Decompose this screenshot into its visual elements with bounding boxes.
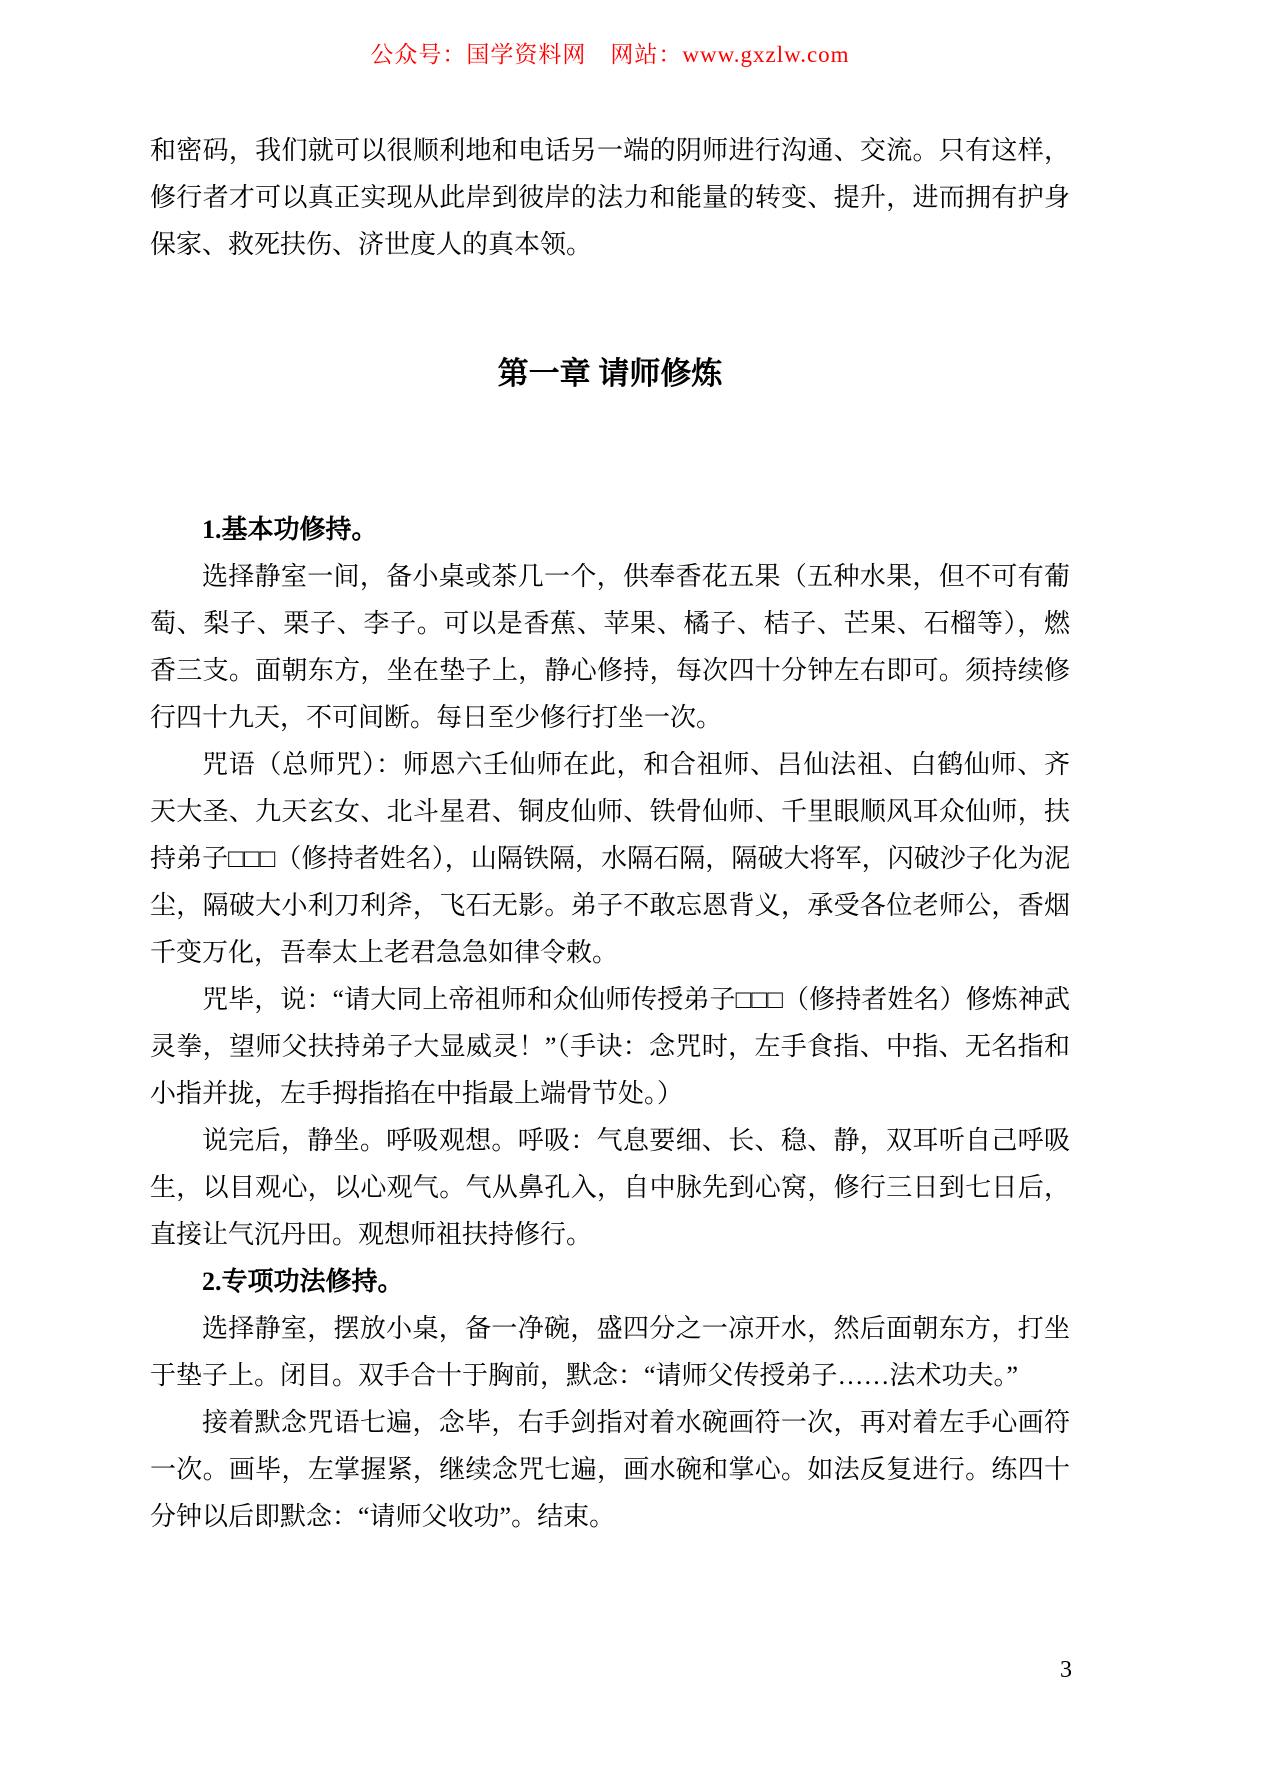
header-banner: 公众号：国学资料网 网站：www.gxzlw.com — [370, 42, 850, 67]
chapter-title: 第一章 请师修炼 — [497, 356, 723, 391]
section-1-paragraph-3: 咒毕，说：“请大同上帝祖师和众仙师传授弟子□□□（修持者姓名）修炼神武灵拳，望师父扶持弟子大显威灵！”（手诀：念咒时，左手食指、中指、无名指和小指并拢，左手拇指掐在中指最上端骨节处。） — [150, 985, 1070, 1108]
section-1-paragraph-2: 咒语（总师咒）：师恩六壬仙师在此，和合祖师、吕仙法祖、白鹤仙师、齐天大圣、九天玄女、北斗星君、铜皮仙师、铁骨仙师、千里眼顺风耳众仙师，扶持弟子□□□（修持者姓名），山隔铁隔，水隔石隔，隔破大将军，闪破沙子化为泥尘，隔破大小利刀利斧，飞石无影。弟子不敢忘恩背义，承受各位老师公，香烟千变万化，吾奉太上老君急急如律令敕。 — [150, 750, 1070, 967]
page-content — [150, 127, 1070, 1540]
section-1-paragraph-4: 说完后，静坐。呼吸观想。呼吸：气息要细、长、稳、静，双耳听自己呼吸生，以目观心，以心观气。气从鼻孔入，自中脉先到心窝，修行三日到七日后，直接让气沉丹田。观想师祖扶持修行。 — [150, 1126, 1070, 1249]
section-1-heading: 1.基本功修持。 — [202, 515, 378, 544]
intro-paragraph: 和密码，我们就可以很顺利地和电话另一端的阴师进行沟通、交流。只有这样，修行者才可以真正实现从此岸到彼岸的法力和能量的转变、提升，进而拥有护身保家、救死扶伤、济世度人的真本领。 — [150, 136, 1070, 259]
section-2-heading: 2.专项功法修持。 — [202, 1267, 404, 1296]
page-number: 3 — [1060, 1657, 1072, 1683]
section-2-paragraph-2: 接着默念咒语七遍，念毕，右手剑指对着水碗画符一次，再对着左手心画符一次。画毕，左掌握紧，继续念咒七遍，画水碗和掌心。如法反复进行。练四十分钟以后即默念：“请师父收功”。结束。 — [150, 1408, 1070, 1531]
section-1-paragraph-1: 选择静室一间，备小桌或茶几一个，供奉香花五果（五种水果，但不可有葡萄、梨子、栗子、李子。可以是香蕉、苹果、橘子、桔子、芒果、石榴等），燃香三支。面朝东方，坐在垫子上，静心修持，每次四十分钟左右即可。须持续修行四十九天，不可间断。每日至少修行打坐一次。 — [150, 562, 1070, 732]
section-2-paragraph-1: 选择静室，摆放小桌，备一净碗，盛四分之一凉开水，然后面朝东方，打坐于垫子上。闭目。双手合十于胸前，默念：“请师父传授弟子……法术功夫。” — [150, 1314, 1070, 1390]
